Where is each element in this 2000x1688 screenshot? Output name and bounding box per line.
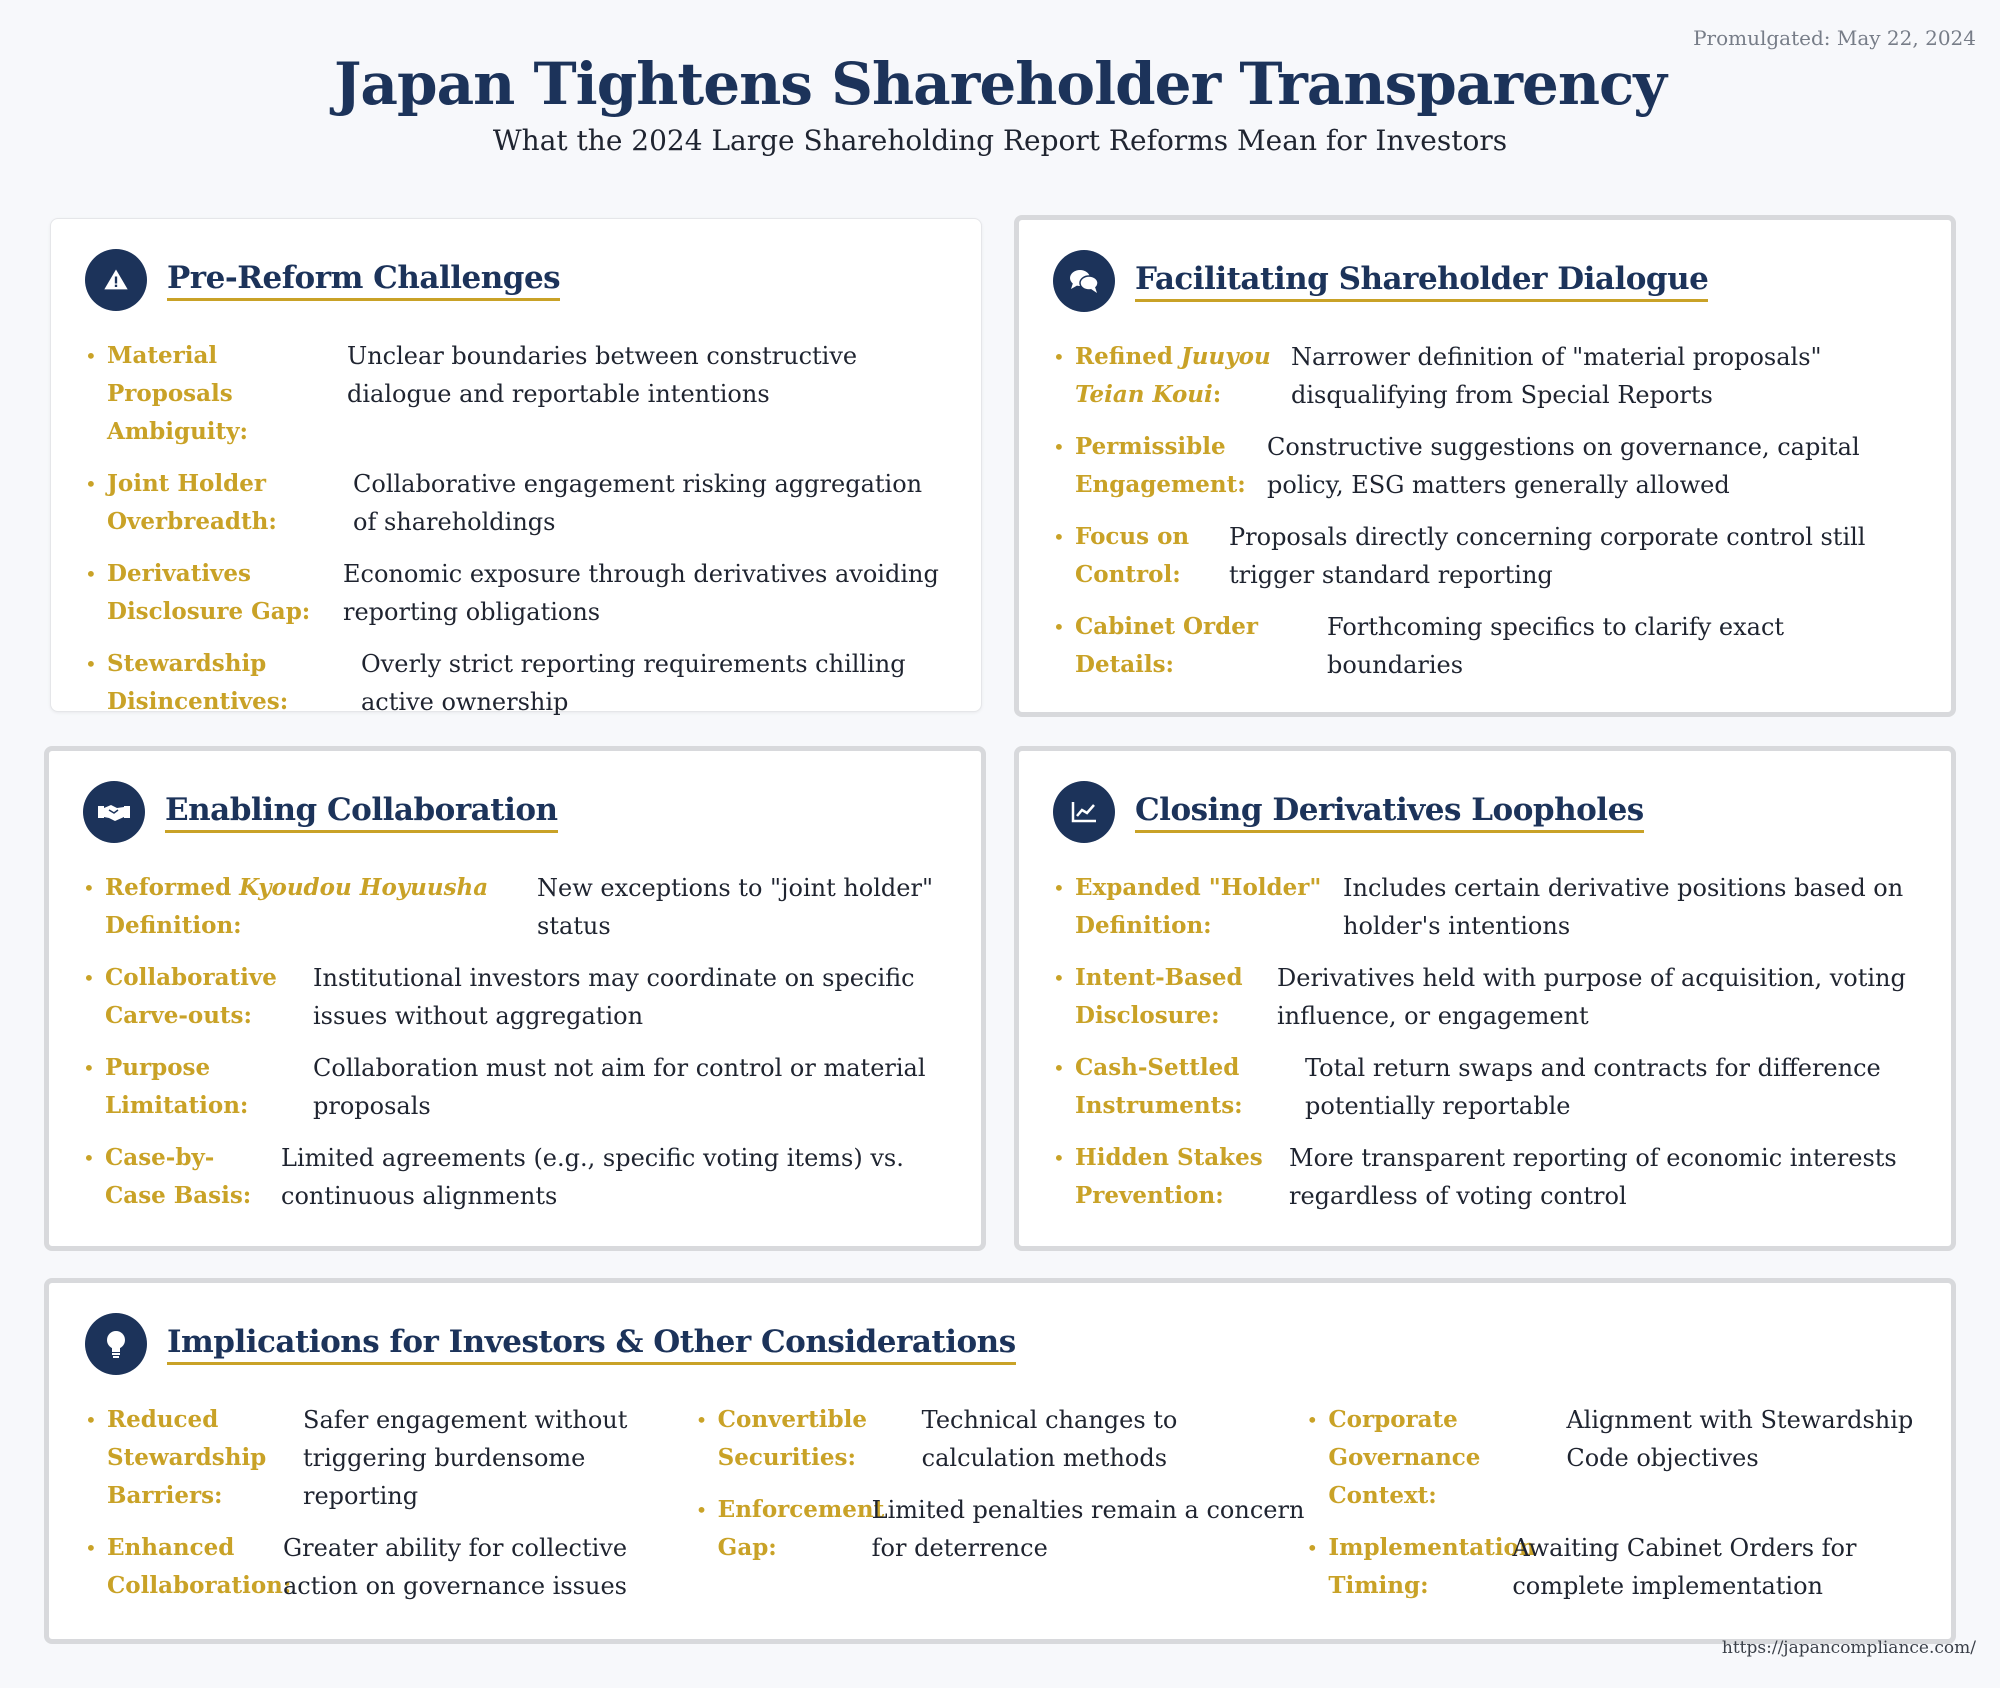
bullet: • bbox=[1053, 1056, 1065, 1080]
comments-icon bbox=[1053, 250, 1115, 312]
derivatives-card bbox=[1014, 746, 1956, 1251]
warning-icon bbox=[85, 249, 147, 311]
label-japanese-term: Juuyou Teian Koui bbox=[1075, 343, 1271, 408]
item-list bbox=[85, 337, 947, 721]
item-description: Collaborative engagement risking aggregation of shareholdings bbox=[353, 470, 923, 536]
item-label: Expanded "Holder" Definition: bbox=[1075, 874, 1322, 939]
list-item bbox=[85, 337, 947, 451]
collaboration-card bbox=[44, 746, 986, 1251]
item-description: Forthcoming specifics to clarify exact boundaries bbox=[1327, 613, 1785, 679]
list-item bbox=[85, 1401, 696, 1515]
item-label: Corporate Governance Context: bbox=[1328, 1406, 1481, 1509]
bullet: • bbox=[85, 1408, 97, 1432]
item-description: Institutional investors may coordinate on specific issues without aggregation bbox=[313, 964, 915, 1030]
card-header bbox=[1053, 781, 1917, 843]
item-label: Derivatives Disclosure Gap: bbox=[107, 560, 311, 625]
bullet: • bbox=[85, 472, 97, 496]
list-item bbox=[1053, 428, 1917, 504]
bullet: • bbox=[1306, 1408, 1319, 1432]
card-header bbox=[1053, 250, 1917, 312]
list-item bbox=[83, 1139, 947, 1215]
item-description: Unclear boundaries between constructive dialogue and reportable intentions bbox=[347, 342, 858, 408]
bullet: • bbox=[1053, 525, 1065, 549]
implications-column bbox=[85, 1401, 696, 1619]
item-description: Narrower definition of "material proposals" disqualifying from Special Reports bbox=[1291, 343, 1822, 409]
bullet: • bbox=[85, 1536, 97, 1560]
label-part: Definition: bbox=[105, 912, 242, 939]
item-description: Includes certain derivative positions based on holder's intentions bbox=[1343, 874, 1904, 940]
list-item bbox=[83, 869, 947, 945]
card-title: Implications for Investors & Other Considerations bbox=[167, 1324, 1016, 1365]
item-label: Permissible Engagement: bbox=[1075, 433, 1246, 498]
item-label: Purpose Limitation: bbox=[105, 1054, 249, 1119]
list-item bbox=[1053, 518, 1917, 594]
lightbulb-icon bbox=[85, 1313, 147, 1375]
item-list bbox=[83, 869, 947, 1215]
bullet: • bbox=[85, 562, 97, 586]
item-description: Awaiting Cabinet Orders for complete implementation bbox=[1512, 1534, 1857, 1600]
bullet: • bbox=[1053, 966, 1065, 990]
bullet: • bbox=[83, 966, 95, 990]
item-description: Technical changes to calculation methods bbox=[921, 1406, 1178, 1472]
item-label: Focus on Control: bbox=[1075, 523, 1190, 588]
bullet: • bbox=[695, 1408, 708, 1432]
card-header bbox=[83, 781, 947, 843]
label-part: Reformed bbox=[105, 874, 240, 901]
item-label: Cash-Settled Instruments: bbox=[1075, 1054, 1243, 1119]
item-description: More transparent reporting of economic interests regardless of voting control bbox=[1289, 1144, 1897, 1210]
list-item bbox=[696, 1491, 1307, 1567]
item-label: Enhanced Collaboration: bbox=[107, 1534, 292, 1599]
label-part: Refined bbox=[1075, 343, 1181, 370]
item-label bbox=[105, 869, 537, 945]
dialogue-card bbox=[1014, 215, 1956, 717]
item-description: Limited penalties remain a concern for deterrence bbox=[871, 1496, 1305, 1562]
item-label: Joint Holder Overbreadth: bbox=[107, 470, 277, 535]
item-description: Proposals directly concerning corporate control still trigger standard reporting bbox=[1229, 523, 1866, 589]
pre-reform-card bbox=[50, 218, 982, 716]
item-description: Economic exposure through derivatives avoiding reporting obligations bbox=[343, 560, 939, 626]
item-list bbox=[1053, 869, 1917, 1215]
bullet: • bbox=[83, 1146, 95, 1170]
item-description: Overly strict reporting requirements chilling active ownership bbox=[361, 650, 906, 716]
bullet: • bbox=[1053, 876, 1065, 900]
list-item bbox=[1053, 869, 1917, 945]
item-description: New exceptions to "joint holder" status bbox=[537, 874, 934, 940]
bullet: • bbox=[85, 344, 97, 368]
list-item bbox=[1053, 608, 1917, 684]
item-description: Derivatives held with purpose of acquisition, voting influence, or engagement bbox=[1277, 964, 1906, 1030]
item-label bbox=[1075, 338, 1291, 414]
item-label: Cabinet Order Details: bbox=[1075, 613, 1259, 678]
item-label: Implementation Timing: bbox=[1328, 1534, 1536, 1599]
card-title: Closing Derivatives Loopholes bbox=[1135, 792, 1644, 833]
item-description: Greater ability for collective action on governance issues bbox=[283, 1534, 628, 1600]
item-label: Stewardship Disincentives: bbox=[107, 650, 289, 715]
item-label: Intent-Based Disclosure: bbox=[1075, 964, 1243, 1029]
chart-line-icon bbox=[1053, 781, 1115, 843]
card-header bbox=[85, 1313, 1917, 1375]
item-description: Alignment with Stewardship Code objectives bbox=[1566, 1406, 1914, 1472]
list-item bbox=[1053, 338, 1917, 414]
implications-column bbox=[696, 1401, 1307, 1619]
item-description: Safer engagement without triggering burdensome reporting bbox=[303, 1406, 628, 1510]
item-label: Case-by-Case Basis: bbox=[105, 1144, 252, 1209]
item-description: Limited agreements (e.g., specific voting items) vs. continuous alignments bbox=[281, 1144, 904, 1210]
page-subtitle: What the 2024 Large Shareholding Report Reforms Mean for Investors bbox=[492, 124, 1508, 157]
bullet: • bbox=[1053, 345, 1065, 369]
implications-card bbox=[44, 1278, 1956, 1644]
item-list bbox=[1053, 338, 1917, 684]
item-description: Collaboration must not aim for control or material proposals bbox=[313, 1054, 926, 1120]
bullet: • bbox=[1053, 615, 1065, 639]
bullet: • bbox=[85, 652, 97, 676]
bullet: • bbox=[83, 876, 95, 900]
card-title: Pre-Reform Challenges bbox=[167, 260, 560, 301]
list-item bbox=[1053, 959, 1917, 1035]
list-item bbox=[85, 465, 947, 541]
list-item bbox=[85, 1529, 696, 1605]
bullet: • bbox=[1306, 1536, 1319, 1560]
bullet: • bbox=[695, 1498, 708, 1522]
item-label: Enforcement Gap: bbox=[717, 1496, 885, 1561]
list-item bbox=[83, 1049, 947, 1125]
label-part: : bbox=[1212, 381, 1222, 408]
list-item bbox=[1053, 1049, 1917, 1125]
footer-url[interactable]: https://japancompliance.com/ bbox=[1721, 1638, 1976, 1658]
card-header bbox=[85, 249, 947, 311]
item-label: Collaborative Carve-outs: bbox=[105, 964, 277, 1029]
item-label: Reduced Stewardship Barriers: bbox=[107, 1406, 267, 1509]
implications-grid bbox=[85, 1401, 1917, 1619]
list-item bbox=[85, 555, 947, 631]
card-title: Facilitating Shareholder Dialogue bbox=[1135, 261, 1708, 302]
item-description: Total return swaps and contracts for difference potentially reportable bbox=[1305, 1054, 1881, 1120]
list-item bbox=[1306, 1401, 1917, 1515]
list-item bbox=[696, 1401, 1307, 1477]
card-title: Enabling Collaboration bbox=[165, 792, 558, 833]
item-label: Convertible Securities: bbox=[717, 1406, 867, 1471]
handshake-icon bbox=[83, 781, 145, 843]
bullet: • bbox=[1053, 1146, 1065, 1170]
implications-column bbox=[1306, 1401, 1917, 1619]
item-description: Constructive suggestions on governance, capital policy, ESG matters generally allowed bbox=[1267, 433, 1860, 499]
list-item bbox=[1306, 1529, 1917, 1605]
bullet: • bbox=[83, 1056, 95, 1080]
bullet: • bbox=[1053, 435, 1065, 459]
page-title: Japan Tightens Shareholder Transparency bbox=[333, 50, 1666, 118]
item-label: Material Proposals Ambiguity: bbox=[107, 342, 249, 445]
list-item bbox=[85, 645, 947, 721]
promulgation-date: Promulgated: May 22, 2024 bbox=[1693, 26, 1976, 50]
item-label: Hidden Stakes Prevention: bbox=[1075, 1144, 1263, 1209]
label-japanese-term: Kyoudou Hoyuusha bbox=[239, 874, 489, 901]
list-item bbox=[83, 959, 947, 1035]
list-item bbox=[1053, 1139, 1917, 1215]
